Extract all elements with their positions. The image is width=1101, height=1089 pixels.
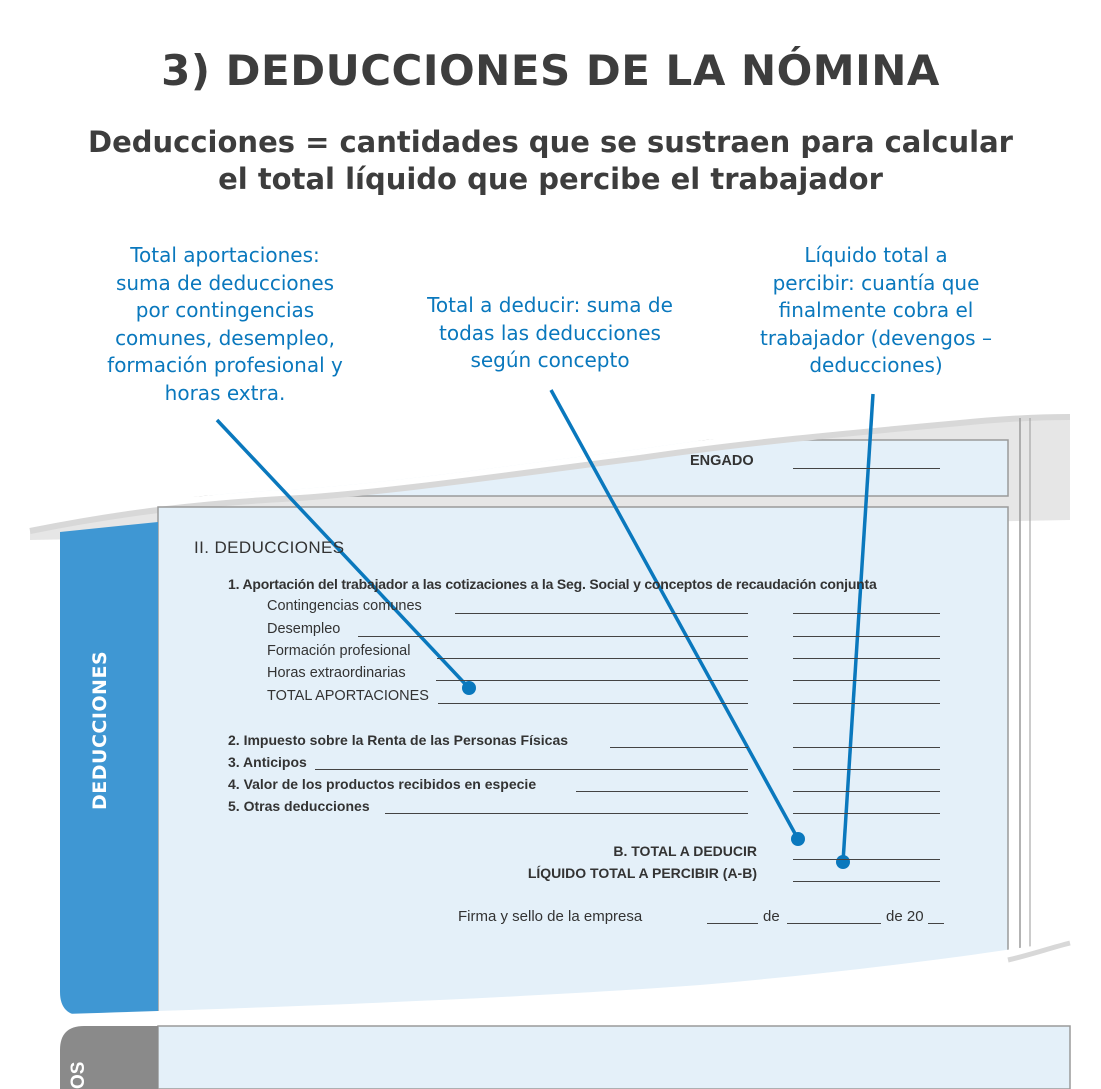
sub-item-contingencias: Contingencias comunes xyxy=(267,598,422,614)
fecha-de-2: de 20 xyxy=(886,908,924,925)
page-subtitle xyxy=(0,124,1101,198)
value-line xyxy=(793,613,940,614)
fecha-day-line xyxy=(707,923,758,924)
item-anticipos: 3. Anticipos xyxy=(228,754,307,770)
fecha-de-1: de xyxy=(763,908,780,925)
fill-line xyxy=(438,703,748,704)
pointer-dot-total-deducir xyxy=(791,832,805,846)
callout-line: Total a deducir: suma de xyxy=(427,293,673,317)
total-a-deducir-label: B. TOTAL A DEDUCIR xyxy=(613,843,757,859)
sub-item-desempleo: Desempleo xyxy=(267,621,341,637)
callout-line: trabajador (devengos – xyxy=(760,325,992,350)
fill-line xyxy=(315,769,748,770)
callout-line: percibir: cuantía que xyxy=(772,270,980,295)
devengado-value-line xyxy=(793,468,940,469)
item-aportacion: 1. Aportación del trabajador a las cotizaciones a la Seg. Social y conceptos de recaudación conjunta xyxy=(228,576,877,592)
total-a-deducir-line xyxy=(793,859,940,860)
value-line xyxy=(793,747,940,748)
callout-line: deducciones) xyxy=(809,353,943,377)
callout-line: finalmente cobra el xyxy=(778,298,974,322)
callout-total-deducir xyxy=(410,292,690,375)
liquido-total-line xyxy=(793,881,940,882)
fill-line xyxy=(610,747,748,748)
fill-line xyxy=(436,680,748,681)
sub-item-total-aportaciones: TOTAL APORTACIONES xyxy=(267,688,429,704)
callout-liquido-total xyxy=(745,242,1007,380)
value-line xyxy=(793,658,940,659)
item-irpf: 2. Impuesto sobre la Renta de las Personas Físicas xyxy=(228,732,569,748)
callout-line: Total aportaciones: xyxy=(130,243,320,267)
lower-tab-label: OS xyxy=(68,1061,89,1089)
callout-total-aportaciones xyxy=(85,242,365,407)
callout-line: comunes, desempleo, xyxy=(115,325,335,350)
fill-line xyxy=(437,658,748,659)
callout-line: por contingencias xyxy=(135,298,315,322)
subtitle-line-2: el total líquido que percibe el trabajador xyxy=(218,162,883,196)
fill-line xyxy=(358,636,748,637)
sub-item-horas-extra: Horas extraordinarias xyxy=(267,665,406,681)
fill-line xyxy=(385,813,748,814)
liquido-total-label: LÍQUIDO TOTAL A PERCIBIR (A-B) xyxy=(527,865,757,881)
value-line xyxy=(793,769,940,770)
item-otras: 5. Otras deducciones xyxy=(228,798,370,814)
fill-line xyxy=(576,791,748,792)
sub-item-formacion: Formación profesional xyxy=(267,643,411,659)
item-especie: 4. Valor de los productos recibidos en especie xyxy=(228,776,537,792)
fecha-month-line xyxy=(787,923,881,924)
callout-line: todas las deducciones xyxy=(439,320,661,345)
side-tab-label: DEDUCCIONES xyxy=(89,650,111,810)
callout-line: según concepto xyxy=(470,348,630,372)
subtitle-line-1: Deducciones = cantidades que se sustraen para calcular xyxy=(88,125,1013,159)
value-line xyxy=(793,680,940,681)
callout-line: horas extra. xyxy=(164,380,286,405)
fecha-year-line xyxy=(928,923,944,924)
callout-line: suma de deducciones xyxy=(115,270,335,295)
value-line xyxy=(793,791,940,792)
devengado-fragment: ENGADO xyxy=(690,453,754,469)
value-line xyxy=(793,636,940,637)
pointer-dot-liquido xyxy=(836,855,850,869)
value-line xyxy=(793,813,940,814)
page-title: 3) DEDUCCIONES DE LA NÓMINA xyxy=(161,46,940,95)
fill-line xyxy=(455,613,748,614)
value-line xyxy=(793,703,940,704)
firma-label: Firma y sello de la empresa xyxy=(458,908,643,925)
callout-line: formación profesional y xyxy=(107,353,343,377)
pointer-dot-aportaciones xyxy=(462,681,476,695)
callout-line: Líquido total a xyxy=(804,243,948,267)
section-heading: II. DEDUCCIONES xyxy=(194,538,345,557)
